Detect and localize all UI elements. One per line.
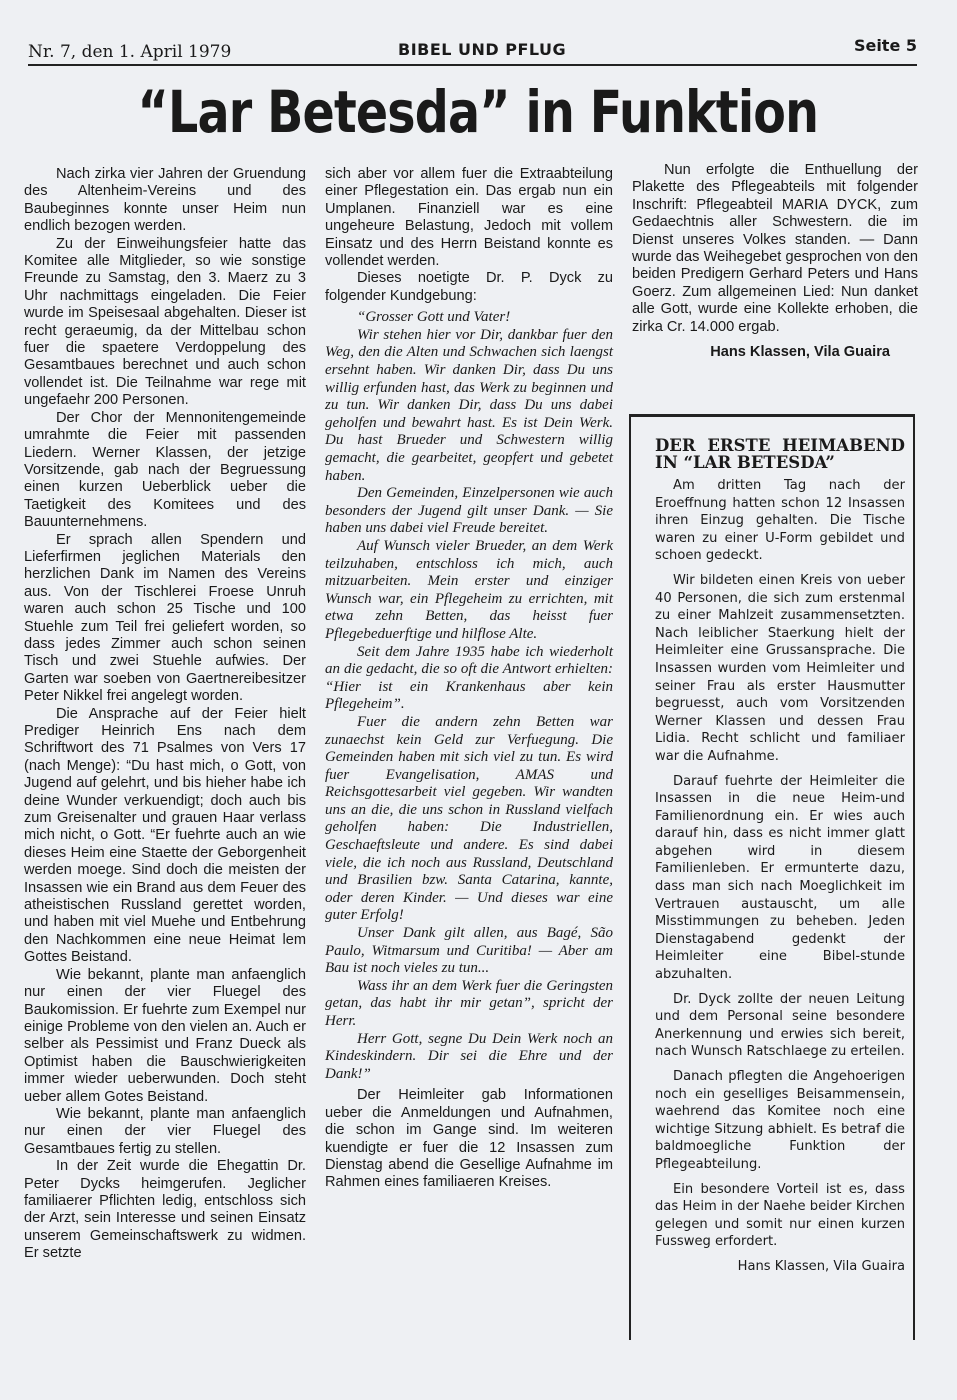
article-column-2 xyxy=(325,166,613,1192)
prayer-paragraph: Den Gemeinden, Einzelpersonen wie auch besonders der Jugend gilt unser Dank. — Sie haben uns dabei viel Freude bereitet. xyxy=(325,485,613,537)
box-paragraph: Wir bildeten einen Kreis von ueber 40 Personen, die sich zum erstenmal zu einer Mahlzeit zusammensetzten. Nach leiblicher Staerkung hielt der Heimleiter eine Grussansprache. Die Insassen wurden vom Heimleiter und seiner Frau als erster Hausmutter begruesst, auch vom Vorsitzenden Werner Klassen und dessen Frau Lidia. Recht schlicht und familiaer war die Aufnahme. xyxy=(655,572,905,764)
issue-date: Nr. 7, den 1. April 1979 xyxy=(28,42,232,62)
prayer-paragraph: “Grosser Gott und Vater! xyxy=(357,309,511,326)
paragraph: Die Ansprache auf der Feier hielt Prediger Heinrich Ens nach dem Schriftwort des 71 Psalmes von Vers 17 (nach Menge): “Du hast mich, o Gott, von Jugend auf gelehrt, und bis hieher habe ich deine Wunder verkuendigt; doch auch bis zum Greisenalter und grauen Haar verlass mich nicht, o Gott. “Er fuehrte auch an wie dieses Heim eine Staette der Geborgenheit werden moege. Sind doch die meisten der Insassen wie ein Brand aus dem Feuer des atheistischen Russland gerettet worden, und haben mit viel Muehe und Entbehrung den Nachkommen eine neue Heimat lem Gottes Beistand. xyxy=(24,705,306,966)
box-paragraph: Dr. Dyck zollte der neuen Leitung und dem Personal seine besondere Anerkennung und erwies sich bereit, nach Wunsch Ratschlaege zu erteilen. xyxy=(655,991,905,1060)
prayer-quote xyxy=(325,309,613,1083)
paragraph: Wie bekannt, plante man anfaenglich nur einen der vier Fluegel des Baukomission. Er fuehrte zum Exempel nur einige Probleme von den vielen an. Auch er selber als Pessimist und Franz Dueck als Optimist haben die Bauschwierigkeiten immer wieder ueberwunden. Doch steht ueber allem Gotes Beistand. xyxy=(24,966,306,1105)
paragraph: Der Chor der Mennonitengemeinde umrahmte die Feier mit passenden Liedern. Werner Klassen, der jetzige Vorsitzende, gab nach der Begruessung einen kurzen Ueberblick ueber die Taetigkeit des Komitees und des Bauunternehmens. xyxy=(24,409,306,531)
prayer-paragraph: Unser Dank gilt allen, aus Bagé, São Paulo, Witmarsum und Curitiba! — Aber am Bau ist noch vieles zu tun... xyxy=(325,925,613,977)
box-paragraph: Ein besondere Vorteil ist es, dass das Heim in der Naehe beider Kirchen gelegen und somit nur einen kurzen Fussweg erfordert. xyxy=(655,1181,905,1250)
paragraph: Wie bekannt, plante man anfaenglich nur einen der vier Fluegel des Gesamtbaues fertig zu stellen. xyxy=(24,1105,306,1157)
box-paragraph: Darauf fuehrte der Heimleiter die Insassen in die neue Heim-und Familienordnung ein. Er wies auch darauf hin, dass es nicht immer glatt abgehen wird in diesem Familienleben. Er ermunterte dazu, dass man sich nach Moeglichkeit im Vertrauen austauscht, um alle Misstimmungen zu beheben. Jeden Dienstagabend gedenkt der Heimleiter eine Bibel-stunde abzuhalten. xyxy=(655,773,905,983)
article-title: “Lar Betesda” in Funktion xyxy=(137,78,819,146)
page-header xyxy=(28,36,917,66)
box-title: DER ERSTE HEIMABEND IN “LAR BETESDA” xyxy=(655,436,905,472)
prayer-paragraph: Auf Wunsch vieler Brueder, an dem Werk teilzuhaben, entschloss ich mich, auch mitzuarbeiten. Mein erster und einziger Wunsch war, ein Pflegeheim zu errichten, mit etwa zehn Betten, das heisst fuer Pflegebeduerftige und hilflose Alte. xyxy=(325,537,613,642)
paragraph: sich aber vor allem fuer die Extraabteilung einer Pflegestation ein. Das ergab nun ein Umplanen. Finanziell war es eine ungeheure Belastung, Jedoch mit vollem Einsatz und des Herrn Beistand konnte es vollendet werden. xyxy=(325,166,613,270)
box-paragraph: Danach pflegten die Angehoerigen noch ein geselliges Beisammensein, waehrend das Komitee noch eine wichtige Sitzung abhielt. Es betraf die baldmoegliche Funktion der Pflegeabteilung. xyxy=(655,1069,905,1172)
prayer-paragraph: Herr Gott, segne Du Dein Werk noch an Kindeskindern. Dir sei die Ehre und der Dank!” xyxy=(325,1030,613,1082)
paragraph: In der Zeit wurde die Ehegattin Dr. Peter Dycks heimgerufen. Jeglicher familiaerer Pflichten ledig, entschloss sich der Arzt, sein Interesse und seinen Einsatz unserem Gemeinschaftswerk zu widmen. Er setzte xyxy=(24,1158,306,1262)
sidebar-box xyxy=(629,414,915,1340)
paragraph: Zu der Einweihungsfeier hatte das Komitee alle Mitglieder, so wie sonstige Freunde zu Samstag, den 3. Maerz zu 3 Uhr nachmittags eingeladen. Die Feier wurde im Speisesaal abgehalten. Dieser ist recht geraeumig, da der Mittelbau schon fuer die spaetere Verdoppelung des Gesamtbaues berechnet und auch schon vollendet ist. Die Teilnahme war rege mit ungefaehr 200 Personen. xyxy=(24,235,306,409)
paragraph: Dieses noetigte Dr. P. Dyck zu folgender Kundgebung: xyxy=(325,270,613,304)
paragraph: Der Heimleiter gab Informationen ueber die Anmeldungen und Aufnahmen, die schon im Gange sind. Im weiteren kuendigte er fuer die 12 Insassen zum Dienstag abend die Gesellige Aufnahme im Rahmen eines familiaeren Kreises. xyxy=(325,1087,613,1191)
page-number: Seite 5 xyxy=(853,36,917,55)
article-column-3 xyxy=(632,162,918,361)
prayer-paragraph: Wir stehen hier vor Dir, dankbar fuer den Weg, den die Alten und Schwachen sich laengst ersehnt haben. Wir danken Dir, dass Du uns willig erfunden hast, das Werk zu beginnen und zu tun. Wir danken Dir, dass Du uns dabei geholfen und bewahrt hast. Es ist Dein Werk. Du hast Brueder und Schwestern willig gemacht, die gearbeitet, geopfert und gebetet haben. xyxy=(325,326,613,484)
box-paragraph: Am dritten Tag nach der Eroeffnung hatten schon 12 Insassen ihren Einzug gehalten. Die Tische waren zu einer U-Form gebildet und schoen gedeckt. xyxy=(655,478,905,564)
prayer-paragraph: Fuer die andern zehn Betten war zunaechst kein Geld zur Verfuegung. Die Gemeinden haben mit sich viel zu tun. Es wird fuer Evangelisation, AMAS und Reichsgottesarbeit viel gegeben. Wir wandten uns an die, die uns schon in Russland vielfach geholfen haben: Die Industriellen, Geschaeftsleute und andere. Es sind dabei viele, die ich noch aus Russland, Deutschland und Brasilien bzw. Santa Catarina, kannte, oder deren Kinder. — Und dieses war eine guter Erfolg! xyxy=(325,713,613,924)
paragraph: Er sprach allen Spendern und Lieferfirmen jeglichen Materials den herzlichen Dank im Namen des Vereins aus. Von der Tischlerei Froese Unruh waren auch schon 25 Tische und 100 Stuehle zum Teil frei geliefert worden, so dass jedes Zimmer auch schon seinen Tisch und zwei Stuehle aufwies. Der Garten war soeben von Gaertnereibesitzer Peter Nikkel frei angelegt worden. xyxy=(24,531,306,705)
author-signature: Hans Klassen, Vila Guaira xyxy=(710,344,890,361)
article-column-1 xyxy=(24,166,306,1263)
newspaper-name: BIBEL UND PFLUG xyxy=(398,40,567,59)
box-signature: Hans Klassen, Vila Guaira xyxy=(737,1258,905,1274)
paragraph: Nun erfolgte die Enthuellung der Plakette des Pflegeabteils mit folgender Inschrift: Pflegeabteil MARIA DYCK, zum Gedaechtnis aller Schwestern. die im Dienst unseres Volkes standen. — Dann wurde das Weihegebet gesprochen von den beiden Predigern Gerhard Peters und Hans Goerz. Zum allgemeinen Lied: Nun danket alle Gott, wurde eine Kollekte erhoben, die zirka Cr. 14.000 ergab. xyxy=(632,162,918,335)
prayer-paragraph: Wass ihr an dem Werk fuer die Geringsten getan, das habt ihr mir getan”, spricht der Herr. xyxy=(325,977,613,1029)
prayer-paragraph: Seit dem Jahre 1935 habe ich wiederholt an die gedacht, die so oft die Antwort erhielten: “Hier ist ein Krankenhaus aber kein Pflegeheim”. xyxy=(325,643,613,713)
paragraph: Nach zirka vier Jahren der Gruendung des Altenheim-Vereins und des Baubeginnes konnte unser Heim nun endlich bezogen werden. xyxy=(24,166,306,235)
